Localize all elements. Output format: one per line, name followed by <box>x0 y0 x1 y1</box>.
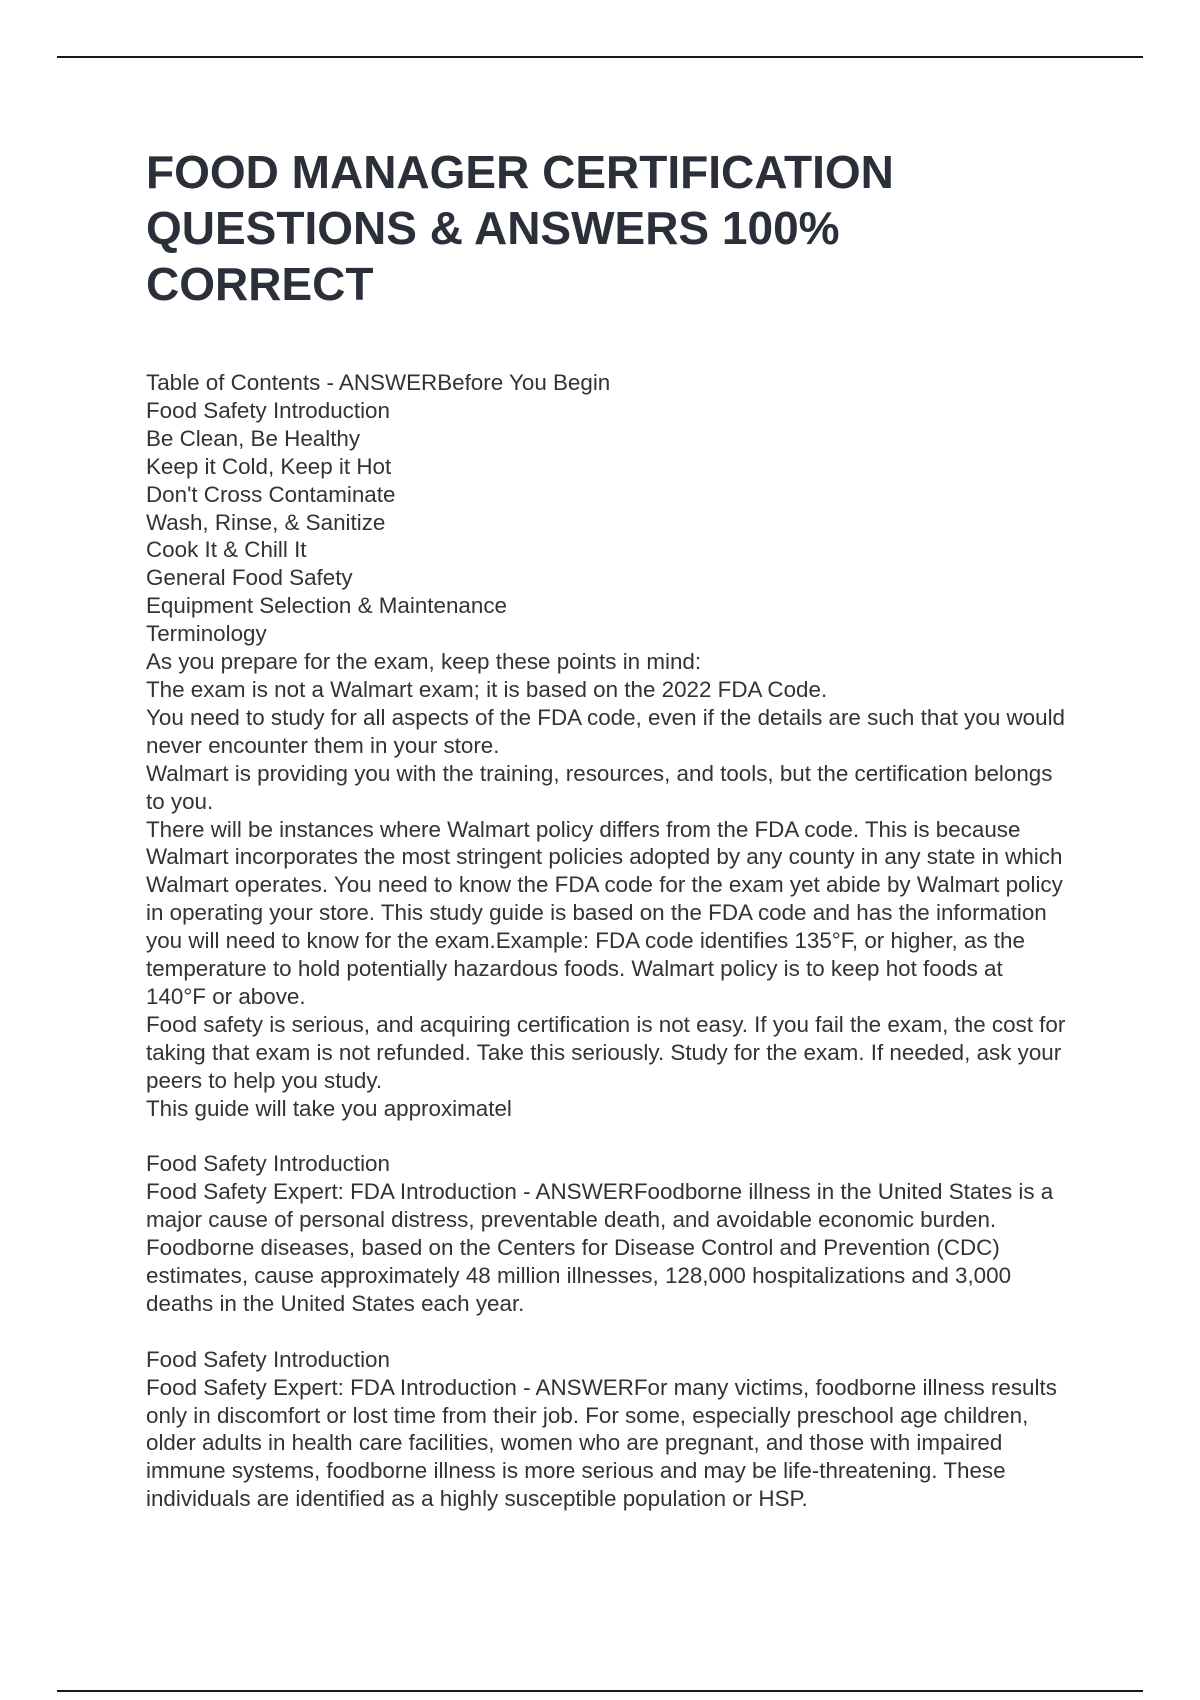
intro-paragraph: There will be instances where Walmart policy differs from the FDA code. This is because Walmart incorporates the most stringent policies adopted by any county in any state in which Walmart operates. You need to know the FDA code for the exam yet abide by Walmart policy in operating your store. This study guide is based on the FDA code and has the information you will need to know for the exam.Example: FDA code identifies 135°F, or higher, as the temperature to hold potentially hazardous foods. Walmart policy is to keep hot foods at 140°F or above. <box>146 816 1063 1009</box>
toc-item: Keep it Cold, Keep it Hot <box>146 453 392 479</box>
paragraph-gap <box>146 1122 1066 1150</box>
qa-heading: Food Safety Introduction <box>146 1151 390 1177</box>
toc-item: Table of Contents - ANSWERBefore You Begin <box>146 370 611 395</box>
intro-paragraph: Walmart is providing you with the training, resources, and tools, but the certification belongs to you. <box>146 760 1053 814</box>
qa-text: Food Safety Expert: FDA Introduction - ANSWERFoodborne illness in the United States is a major cause of personal distress, preventable death, and avoidable economic burden. Foodborne diseases, based on the Centers for Disease Control and Prevention (CDC) estimates, cause approximately 48 million illnesses, 128,000 hospitalizations and 3,000 deaths in the United States each year. <box>146 1179 1054 1316</box>
qa-text: Food Safety Expert: FDA Introduction - ANSWERFor many victims, foodborne illness results only in discomfort or lost time from their job. For some, especially preschool age children, older adults in health care facilities, women who are pregnant, and those with impaired immune systems, foodborne illness is more serious and may be life-threatening. These individuals are identified as a highly susceptible population or HSP. <box>146 1374 1057 1512</box>
toc-item: Don't Cross Contaminate <box>146 481 396 507</box>
title-line: QUESTIONS & ANSWERS 100% <box>146 202 840 254</box>
intro-paragraph: The exam is not a Walmart exam; it is based on the 2022 FDA Code. <box>146 676 828 702</box>
qa-block <box>146 1346 1066 1513</box>
toc-item: Be Clean, Be Healthy <box>146 425 361 451</box>
qa-heading: Food Safety Introduction <box>146 1346 390 1372</box>
table-of-contents <box>146 369 1066 648</box>
title-line: FOOD MANAGER CERTIFICATION <box>146 146 894 198</box>
toc-item: Cook It & Chill It <box>146 537 307 563</box>
intro-paragraph: You need to study for all aspects of the FDA code, even if the details are such that you would never encounter them in your store. <box>146 704 1065 758</box>
toc-item: Terminology <box>146 621 267 647</box>
title-line: CORRECT <box>146 258 374 310</box>
intro-paragraph: This guide will take you approximatel <box>146 1095 512 1121</box>
document-title <box>146 144 1066 312</box>
toc-item: Equipment Selection & Maintenance <box>146 593 507 619</box>
document-page <box>146 144 1066 1513</box>
intro-paragraph: Food safety is serious, and acquiring certification is not easy. If you fail the exam, the cost for taking that exam is not refunded. Take this seriously. Study for the exam. If needed, ask your peers to help you study. <box>146 1011 1066 1093</box>
qa-block <box>146 1150 1066 1317</box>
paragraph-gap <box>146 1318 1066 1346</box>
intro-paragraph: As you prepare for the exam, keep these points in mind: <box>146 649 702 675</box>
toc-item: Wash, Rinse, & Sanitize <box>146 509 386 535</box>
toc-item: General Food Safety <box>146 565 353 591</box>
intro-section <box>146 648 1066 1122</box>
bottom-rule <box>57 1690 1143 1692</box>
document-body <box>146 369 1066 1513</box>
toc-item: Food Safety Introduction <box>146 397 390 423</box>
top-rule <box>57 56 1143 58</box>
